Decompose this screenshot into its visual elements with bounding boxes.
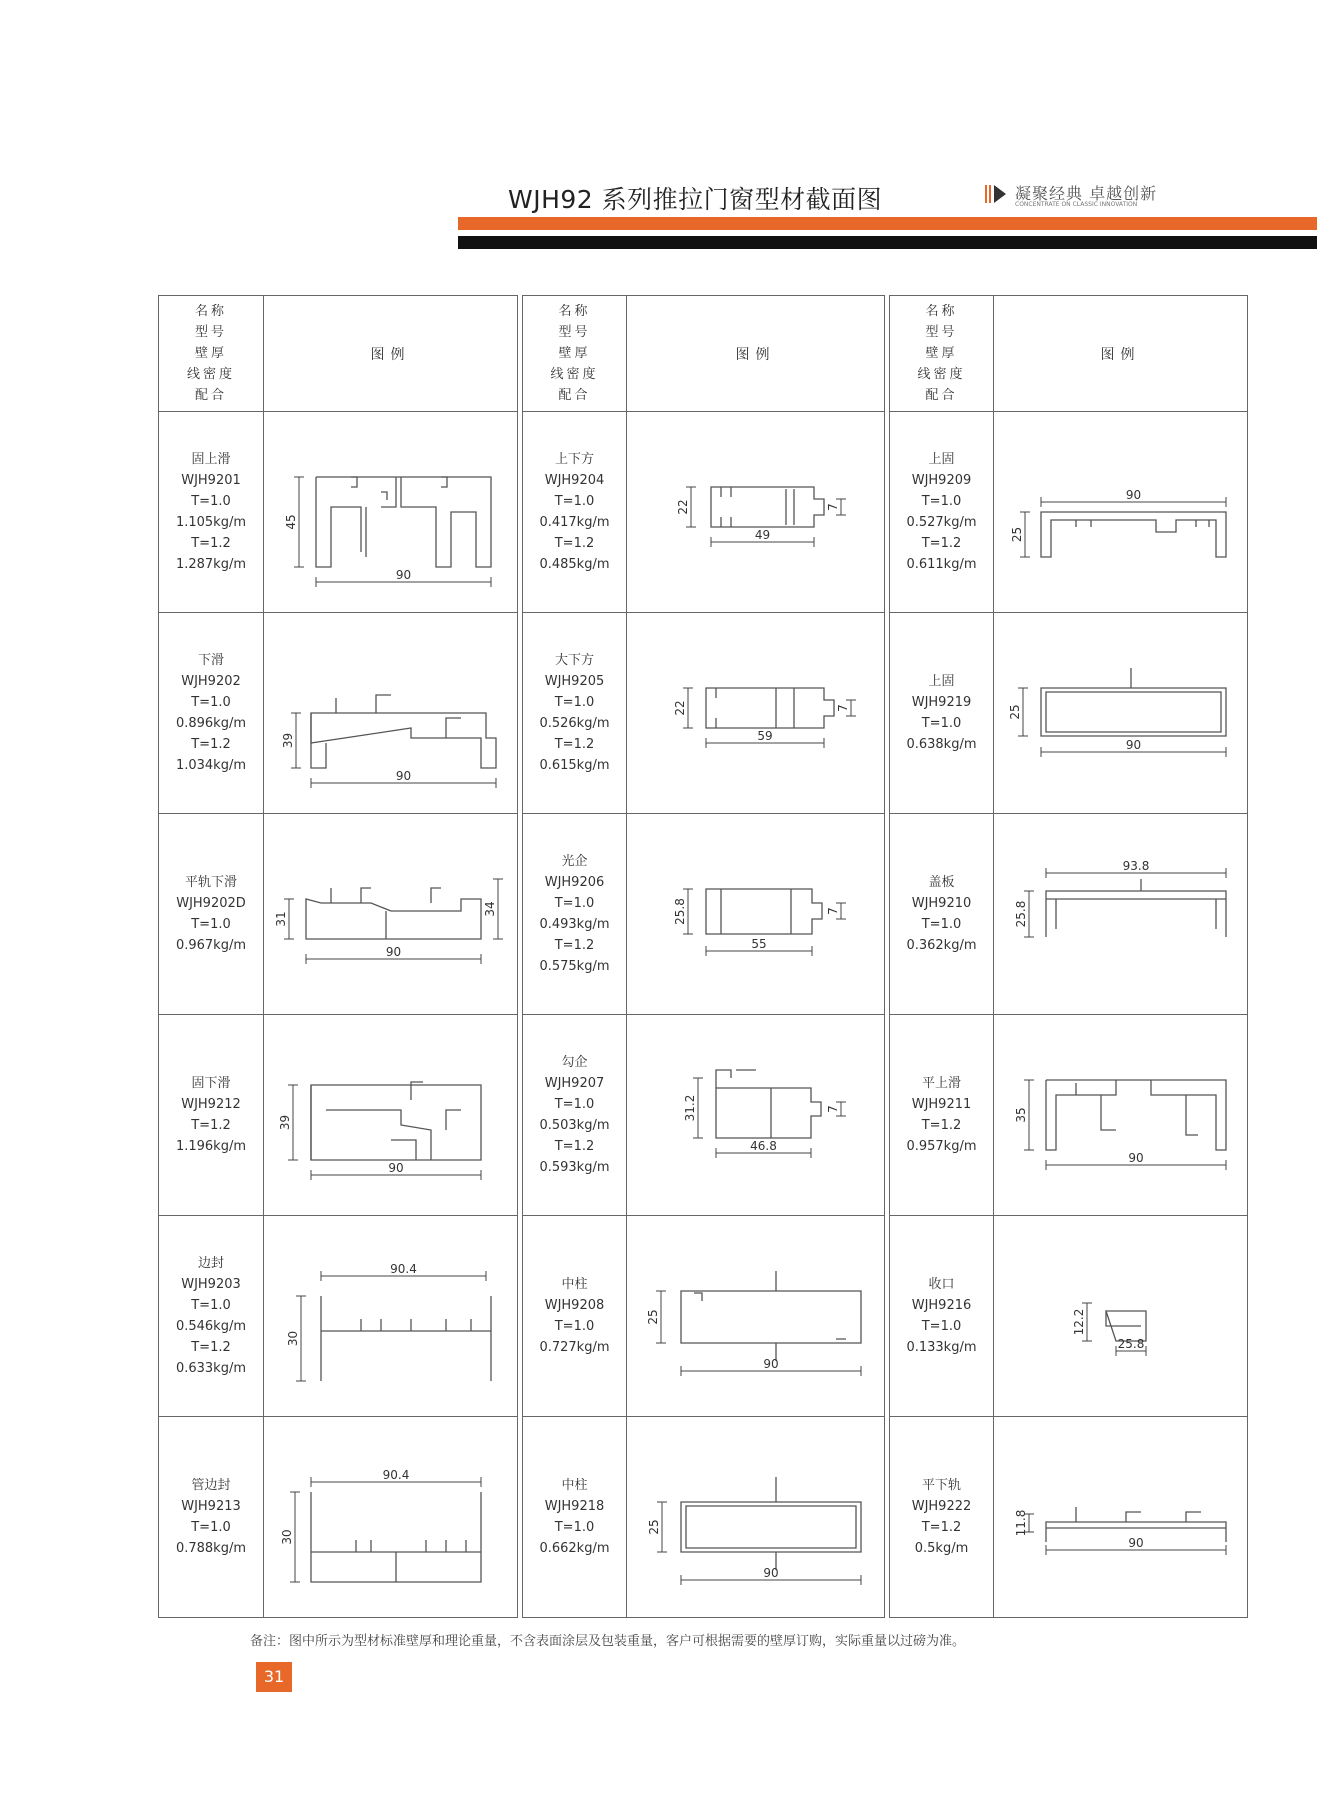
profile-outline (361, 1319, 471, 1331)
profile-drawing (994, 412, 1248, 613)
profile-info (890, 814, 994, 1015)
header-labels (159, 296, 264, 412)
dimension-label: 90 (1125, 738, 1141, 752)
header-fit: 配合 (925, 388, 958, 403)
header-labels (890, 296, 994, 412)
profile-name: 上固 (928, 674, 955, 689)
profile-info (523, 412, 627, 613)
profile-info (890, 1216, 994, 1417)
profile-section-drawing (636, 618, 876, 808)
profile-outline (311, 1082, 461, 1160)
header-density: 线密度 (550, 367, 599, 382)
profile-section-drawing (1001, 1422, 1241, 1612)
header-thickness: 壁厚 (925, 346, 958, 361)
profile-model: WJH9205 (544, 674, 605, 689)
dimension-label: 22 (675, 499, 690, 515)
profile-spec-line: T=1.0 (191, 695, 231, 710)
profile-outline (311, 1085, 481, 1160)
dimension-label: 25.8 (672, 898, 687, 925)
profile-spec-line: 0.503kg/m (539, 1118, 610, 1133)
header-model: 型号 (558, 325, 591, 340)
profile-name: 固下滑 (191, 1076, 231, 1091)
profile-name: 平下轨 (921, 1478, 961, 1493)
header-density: 线密度 (186, 367, 235, 382)
dimension-label: 11.8 (1013, 1509, 1028, 1537)
profile-outline (1046, 1080, 1226, 1150)
header-dark-bar (458, 236, 1317, 249)
profile-section-drawing (271, 1221, 511, 1411)
profile-drawing (994, 1216, 1248, 1417)
profile-spec-line: 0.633kg/m (175, 1361, 247, 1376)
profile-outline (311, 713, 496, 768)
header-legend: 图例 (994, 296, 1248, 412)
profile-drawing (264, 1015, 518, 1216)
profile-drawing (627, 613, 885, 814)
profile-outline (1046, 879, 1226, 937)
profile-spec-line: T=1.0 (554, 896, 595, 911)
profile-spec-line: T=1.2 (554, 938, 595, 953)
profile-spec-line: 1.034kg/m (175, 758, 247, 773)
profile-outline (706, 889, 822, 934)
profile-spec-line: 0.133kg/m (906, 1340, 977, 1355)
profile-spec-line: 0.896kg/m (175, 716, 247, 731)
profile-info (890, 412, 994, 613)
dimension-label: 90 (762, 1357, 779, 1371)
dimension-label: 93.8 (1122, 859, 1149, 873)
profile-model: WJH9209 (911, 473, 972, 488)
dimension-label: 30 (285, 1330, 300, 1347)
profile-spec-line: T=1.0 (554, 695, 595, 710)
dimension-label: 25 (1009, 526, 1024, 543)
profile-name: 平轨下滑 (184, 875, 237, 890)
dimension-label: 31 (273, 911, 288, 927)
profile-spec-line: T=1.2 (554, 536, 595, 551)
dimension-label: 90 (1125, 488, 1141, 502)
profile-spec-line: T=1.2 (191, 1118, 231, 1133)
profile-model: WJH9208 (544, 1298, 605, 1313)
dimension-label: 55 (750, 937, 767, 951)
profile-info (523, 814, 627, 1015)
dimension-label: 25.8 (1117, 1337, 1144, 1351)
dimension-label: 25 (1007, 704, 1022, 720)
slogan-cn: 凝聚经典 卓越创新 (1015, 184, 1158, 203)
dimension-label: 31.2 (682, 1094, 697, 1122)
profile-model: WJH9206 (544, 875, 605, 890)
header-legend: 图例 (264, 296, 518, 412)
profile-info (523, 1417, 627, 1618)
dimension-label: 39 (277, 1114, 292, 1131)
profile-name: 大下方 (554, 653, 594, 668)
profile-model: WJH9213 (181, 1499, 241, 1514)
profile-model: WJH9219 (911, 695, 972, 710)
profile-outline (716, 1088, 821, 1138)
profile-model: WJH9201 (181, 473, 241, 488)
dimension-label: 90 (395, 568, 411, 582)
profile-spec-line: T=1.2 (554, 1139, 595, 1154)
profile-spec-line: T=1.0 (554, 494, 595, 509)
profile-outline (711, 487, 824, 527)
profile-spec-line: T=1.0 (921, 716, 962, 731)
profile-row (159, 613, 1248, 814)
profile-spec-line: T=1.0 (921, 1319, 962, 1334)
profile-drawing (994, 1015, 1248, 1216)
profile-info (523, 1015, 627, 1216)
profile-section-drawing (271, 618, 511, 808)
profile-spec-line: 0.546kg/m (175, 1319, 247, 1334)
dimension-label: 45 (283, 514, 298, 530)
footnote: 备注：图中所示为型材标准壁厚和理论重量，不含表面涂层及包装重量，客户可根据需要的壁厚订购，实际重量以过磅为准。 (250, 1634, 966, 1649)
profile-info (890, 1015, 994, 1216)
profile-outline (721, 487, 794, 527)
profile-spec-line: 1.287kg/m (175, 557, 247, 572)
profile-drawing (264, 1417, 518, 1618)
profile-section-drawing (1001, 819, 1241, 1009)
profile-info (890, 613, 994, 814)
dimension-label: 90 (395, 769, 411, 783)
profile-model: WJH9216 (911, 1298, 972, 1313)
profile-outline (721, 889, 791, 934)
profile-outline (306, 899, 481, 939)
profile-name: 上固 (928, 452, 955, 467)
profile-section-drawing (636, 819, 876, 1009)
profile-spec-line: 0.957kg/m (906, 1139, 977, 1154)
profile-drawing (264, 814, 518, 1015)
dimension-label: 46.8 (749, 1139, 777, 1153)
profile-name: 盖板 (928, 875, 955, 890)
page-title: WJH92 系列推拉门窗型材截面图 (508, 185, 883, 214)
slogan-en: CONCENTRATE ON CLASSIC INNOVATION (1015, 201, 1138, 208)
profile-spec-line: T=1.2 (921, 1118, 962, 1133)
profile-spec-line: 0.727kg/m (539, 1340, 610, 1355)
profile-spec-line: 0.5kg/m (914, 1541, 969, 1556)
profile-name: 中柱 (561, 1277, 588, 1292)
dimension-label: 25 (646, 1519, 661, 1535)
dimension-label: 90 (387, 1161, 404, 1175)
profile-spec-line: T=1.0 (191, 917, 231, 932)
profile-section-drawing (271, 417, 511, 607)
profile-drawing (264, 412, 518, 613)
profile-drawing (994, 1417, 1248, 1618)
dimension-label: 35 (1013, 1107, 1028, 1123)
profile-spec-line: T=1.2 (554, 737, 595, 752)
profile-drawing (627, 1417, 885, 1618)
header-model: 型号 (925, 325, 958, 340)
profile-info (159, 412, 264, 613)
profile-name: 平上滑 (921, 1076, 961, 1091)
page-number: 31 (256, 1662, 292, 1692)
profile-info (890, 1417, 994, 1618)
profile-model: WJH9222 (911, 1499, 972, 1514)
profile-spec-line: T=1.2 (921, 536, 962, 551)
profile-spec-line: T=1.0 (554, 1319, 595, 1334)
profile-model: WJH9202D (176, 896, 246, 911)
profile-row (159, 814, 1248, 1015)
dimension-label: 90.4 (389, 1262, 417, 1276)
profile-drawing (264, 1216, 518, 1417)
profile-spec-line: 0.615kg/m (539, 758, 610, 773)
profile-section-drawing (271, 1020, 511, 1210)
profile-name: 光企 (561, 854, 588, 869)
dimension-label: 25 (645, 1309, 660, 1325)
profile-outline (351, 477, 447, 500)
profile-name: 收口 (928, 1277, 955, 1292)
profile-spec-table (158, 295, 1248, 1618)
profile-info (159, 613, 264, 814)
profile-section-drawing (1001, 1221, 1241, 1411)
profile-info (159, 1417, 264, 1618)
profile-spec-line: 0.362kg/m (906, 938, 977, 953)
profile-outline (316, 477, 396, 567)
profile-name: 管边封 (191, 1478, 231, 1493)
profile-drawing (627, 814, 885, 1015)
profile-spec-line: 0.593kg/m (539, 1160, 610, 1175)
profile-spec-line: T=1.0 (554, 1097, 595, 1112)
profile-info (159, 1216, 264, 1417)
profile-outline (311, 1492, 481, 1582)
profile-row (159, 1015, 1248, 1216)
profile-spec-line: T=1.0 (191, 1520, 231, 1535)
dimension-label: 34 (482, 901, 497, 917)
profile-info (159, 1015, 264, 1216)
brand-arrow-icon (985, 181, 1007, 207)
dimension-label: 39 (280, 732, 295, 749)
profile-section-drawing (636, 417, 876, 607)
profile-spec-line: T=1.0 (554, 1520, 595, 1535)
profile-spec-line: 0.493kg/m (539, 917, 610, 932)
profile-section-drawing (271, 819, 511, 1009)
profile-spec-line: 0.485kg/m (539, 557, 610, 572)
profile-name: 固上滑 (191, 452, 231, 467)
dimension-label: 12.2 (1071, 1308, 1086, 1336)
dimension-label: 25.8 (1013, 900, 1028, 928)
dimension-label: 59 (756, 729, 773, 743)
profile-spec-line: 0.575kg/m (539, 959, 610, 974)
profile-spec-line: 0.417kg/m (539, 515, 610, 530)
profile-drawing (994, 814, 1248, 1015)
profile-outline (716, 688, 794, 728)
profile-spec-line: T=1.0 (191, 494, 231, 509)
profile-drawing (994, 613, 1248, 814)
profile-outline (1076, 520, 1209, 527)
header-legend: 图例 (627, 296, 885, 412)
header-fit: 配合 (194, 388, 227, 403)
profile-spec-line: 0.662kg/m (539, 1541, 610, 1556)
profile-row (159, 1216, 1248, 1417)
header-name: 名称 (925, 304, 958, 319)
profile-outline (331, 888, 441, 939)
header-model: 型号 (194, 325, 227, 340)
profile-name: 上下方 (554, 452, 594, 467)
profile-section-drawing (636, 1422, 876, 1612)
profile-model: WJH9204 (544, 473, 605, 488)
profile-spec-line: 0.967kg/m (175, 938, 247, 953)
profile-outline (316, 477, 491, 567)
profile-name: 中柱 (561, 1478, 588, 1493)
profile-model: WJH9218 (544, 1499, 605, 1514)
profile-spec-line: T=1.2 (191, 737, 231, 752)
profile-name: 下滑 (197, 653, 224, 668)
dimension-label: 90.4 (382, 1468, 409, 1482)
profile-section-drawing (1001, 618, 1241, 808)
profile-spec-line: 0.611kg/m (906, 557, 977, 572)
profile-section-drawing (1001, 1020, 1241, 1210)
dimension-label: 7 (825, 1105, 840, 1113)
dimension-label: 90 (1127, 1151, 1144, 1165)
header-accent-bar (458, 217, 1317, 230)
dimension-label: 90 (1127, 1536, 1144, 1550)
profile-outline (716, 1070, 771, 1138)
profile-model: WJH9210 (911, 896, 972, 911)
dimension-label: 7 (825, 503, 840, 511)
profile-model: WJH9203 (181, 1277, 241, 1292)
table-header-row (159, 296, 1248, 412)
profile-spec-line: T=1.0 (921, 494, 962, 509)
profile-outline (321, 1296, 491, 1381)
header-density: 线密度 (917, 367, 966, 382)
profile-info (159, 814, 264, 1015)
profile-spec-line: 0.788kg/m (175, 1541, 247, 1556)
profile-outline (356, 1540, 466, 1552)
header-name: 名称 (194, 304, 227, 319)
profile-info (523, 1216, 627, 1417)
profile-outline (1076, 1083, 1198, 1135)
profile-section-drawing (636, 1221, 876, 1411)
profile-spec-line: T=1.0 (921, 917, 962, 932)
profile-model: WJH9212 (181, 1097, 241, 1112)
profile-drawing (627, 1216, 885, 1417)
profile-spec-line: 0.527kg/m (906, 515, 977, 530)
profile-drawing (627, 1015, 885, 1216)
header-fit: 配合 (558, 388, 591, 403)
dimension-label: 90 (385, 945, 401, 959)
profile-outline (694, 1271, 846, 1361)
profile-outline (681, 1291, 861, 1343)
profile-drawing (627, 412, 885, 613)
profile-spec-line: T=1.2 (921, 1520, 962, 1535)
profile-outline (706, 688, 834, 728)
profile-row (159, 412, 1248, 613)
dimension-label: 22 (672, 700, 687, 716)
profile-model: WJH9207 (544, 1076, 605, 1091)
profile-section-drawing (1001, 417, 1241, 607)
profile-outline (1041, 512, 1226, 557)
profile-name: 边封 (197, 1256, 224, 1271)
profile-section-drawing (271, 1422, 511, 1612)
dimension-label: 90 (762, 1566, 779, 1580)
profile-spec-line: 0.526kg/m (539, 716, 610, 731)
profile-spec-line: T=1.2 (191, 536, 231, 551)
profile-spec-line: T=1.2 (191, 1340, 231, 1355)
profile-info (523, 613, 627, 814)
profile-model: WJH9202 (181, 674, 241, 689)
profile-spec-line: T=1.0 (191, 1298, 231, 1313)
profile-outline (1041, 688, 1226, 736)
profile-section-drawing (636, 1020, 876, 1210)
profile-spec-line: 1.105kg/m (175, 515, 247, 530)
profile-spec-line: 0.638kg/m (906, 737, 977, 752)
profile-drawing (264, 613, 518, 814)
header-thickness: 壁厚 (194, 346, 227, 361)
dimension-label: 30 (279, 1529, 294, 1545)
profile-row (159, 1417, 1248, 1618)
header-thickness: 壁厚 (558, 346, 591, 361)
header-name: 名称 (558, 304, 591, 319)
profile-outline (681, 1502, 861, 1552)
profile-spec-line: 1.196kg/m (175, 1139, 247, 1154)
dimension-label: 7 (825, 907, 840, 915)
dimension-label: 49 (754, 528, 770, 542)
profile-model: WJH9211 (911, 1097, 972, 1112)
profile-name: 勾企 (561, 1055, 588, 1070)
dimension-label: 7 (835, 704, 850, 712)
header-labels (523, 296, 627, 412)
